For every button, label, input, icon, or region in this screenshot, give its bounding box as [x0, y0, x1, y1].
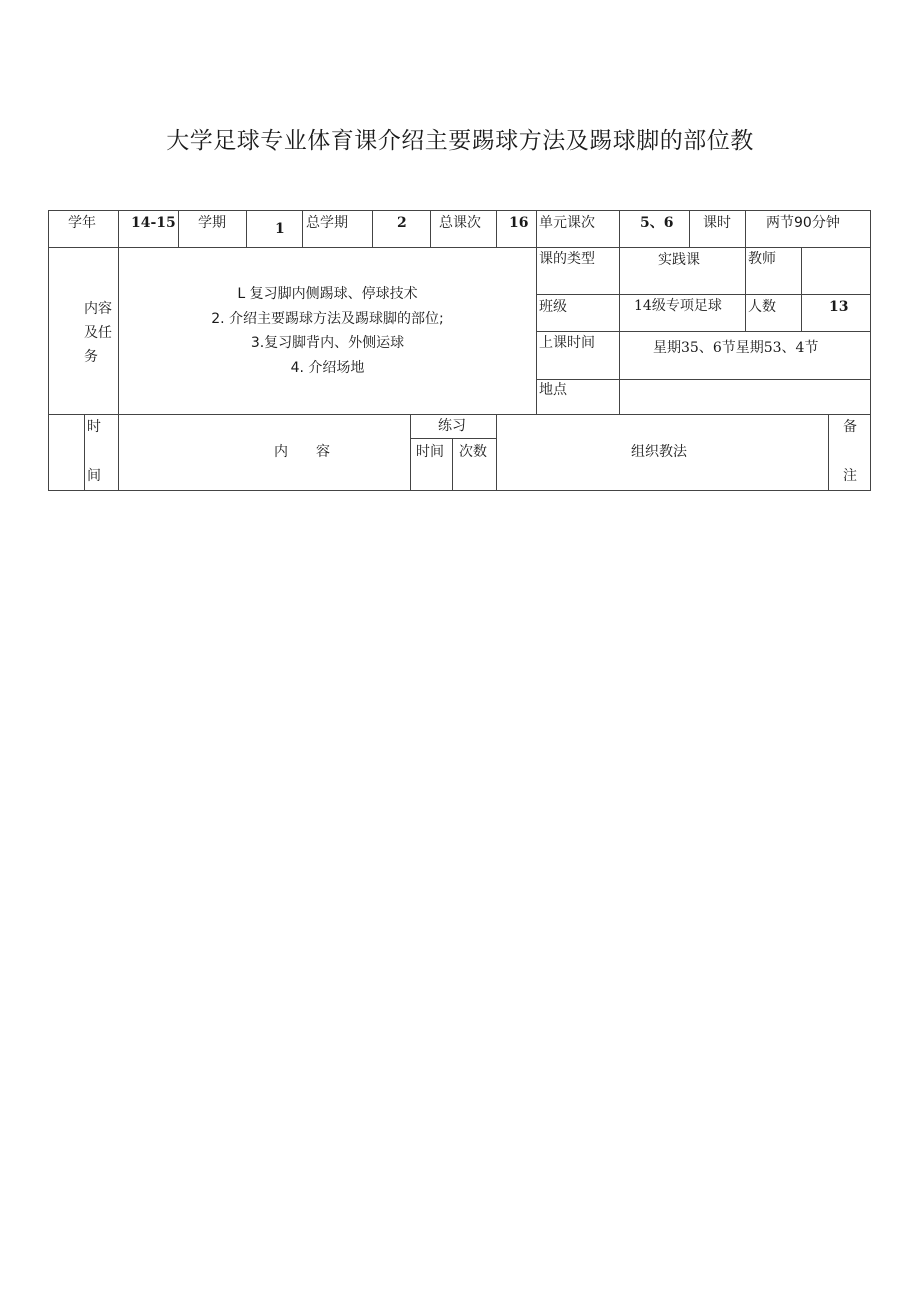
time-header-bottom: 间 [87, 468, 101, 484]
task-list [119, 282, 536, 380]
practice-count-header [452, 438, 497, 491]
place-value-cell [619, 379, 871, 415]
total-lessons-value: 16 [509, 215, 529, 231]
task-item: 4. 介绍场地 [290, 359, 365, 376]
unit-lessons-value-cell [619, 210, 690, 248]
time-value-cell [619, 331, 871, 380]
practice-time-header [410, 438, 453, 491]
practice-count-label: 次数 [459, 444, 487, 460]
school-year-value-cell [118, 210, 179, 248]
unit-lessons-value: 5、6 [640, 215, 674, 231]
lesson-type-value-cell [619, 247, 746, 295]
school-year-value: 14-15 [131, 215, 176, 231]
remark-header-bottom: 注 [843, 468, 857, 484]
term-label-cell [178, 210, 247, 248]
count-label-cell [745, 294, 802, 332]
school-year-label: 学年 [68, 215, 96, 231]
time-label-cell [536, 331, 620, 380]
content-label-line1: 内容 [84, 301, 112, 317]
place-label: 地点 [539, 382, 567, 398]
method-header: 组织教法 [631, 444, 687, 460]
class-label: 班级 [539, 299, 567, 315]
term-value: 1 [275, 221, 285, 237]
count-label: 人数 [748, 299, 776, 315]
practice-label: 练习 [438, 418, 466, 434]
remark-column-header [828, 414, 871, 491]
term-label: 学期 [198, 215, 226, 231]
time-label: 上课时间 [539, 335, 595, 351]
total-term-label-cell [302, 210, 373, 248]
class-value: 14级专项足球 [634, 298, 722, 314]
lesson-type-value: 实践课 [658, 252, 700, 268]
hours-value-cell [745, 210, 871, 248]
lesson-type-label-cell [536, 247, 620, 295]
total-lessons-label-cell [430, 210, 497, 248]
school-year-label-cell [48, 210, 119, 248]
blank-left-cell [48, 414, 85, 491]
class-label-cell [536, 294, 620, 332]
task-item: 2. 介绍主要踢球方法及踢球脚的部位; [211, 310, 444, 327]
time-value: 星期35、6节星期53、4节 [653, 340, 819, 356]
unit-lessons-label-cell [536, 210, 620, 248]
hours-label-cell [689, 210, 746, 248]
count-value: 13 [829, 299, 849, 315]
total-lessons-value-cell [496, 210, 537, 248]
total-lessons-label: 总课次 [439, 215, 481, 231]
class-value-cell [619, 294, 746, 332]
content-label-line2: 及任 [84, 325, 112, 341]
content-header: 内 容 [274, 444, 330, 460]
total-term-value: 2 [397, 215, 407, 231]
unit-lessons-label: 单元课次 [539, 215, 595, 231]
hours-value: 两节90分钟 [766, 215, 840, 231]
remark-header-top: 备 [843, 419, 857, 435]
content-label-cell [48, 247, 119, 415]
teacher-label: 教师 [748, 251, 776, 267]
page-title: 大学足球专业体育课介绍主要踢球方法及踢球脚的部位教 [166, 128, 754, 154]
method-column-header [496, 414, 829, 491]
time-column-header [84, 414, 119, 491]
total-term-value-cell [372, 210, 431, 248]
place-label-cell [536, 379, 620, 415]
time-header-top: 时 [87, 419, 101, 435]
term-value-cell [246, 210, 303, 248]
total-term-label: 总学期 [306, 215, 348, 231]
lesson-type-label: 课的类型 [539, 251, 595, 267]
teacher-label-cell [745, 247, 802, 295]
task-item: 3.复习脚背内、外侧运球 [250, 335, 405, 351]
practice-time-label: 时间 [416, 444, 444, 460]
tasks-cell [118, 247, 537, 415]
content-column-header [118, 414, 411, 491]
hours-label: 课时 [703, 215, 731, 231]
task-item: L 复习脚内侧踢球、停球技术 [237, 286, 418, 302]
count-value-cell [801, 294, 871, 332]
lesson-plan-table [48, 210, 871, 491]
practice-header [410, 414, 497, 439]
content-label-line3: 务 [84, 349, 98, 365]
teacher-value-cell [801, 247, 871, 295]
